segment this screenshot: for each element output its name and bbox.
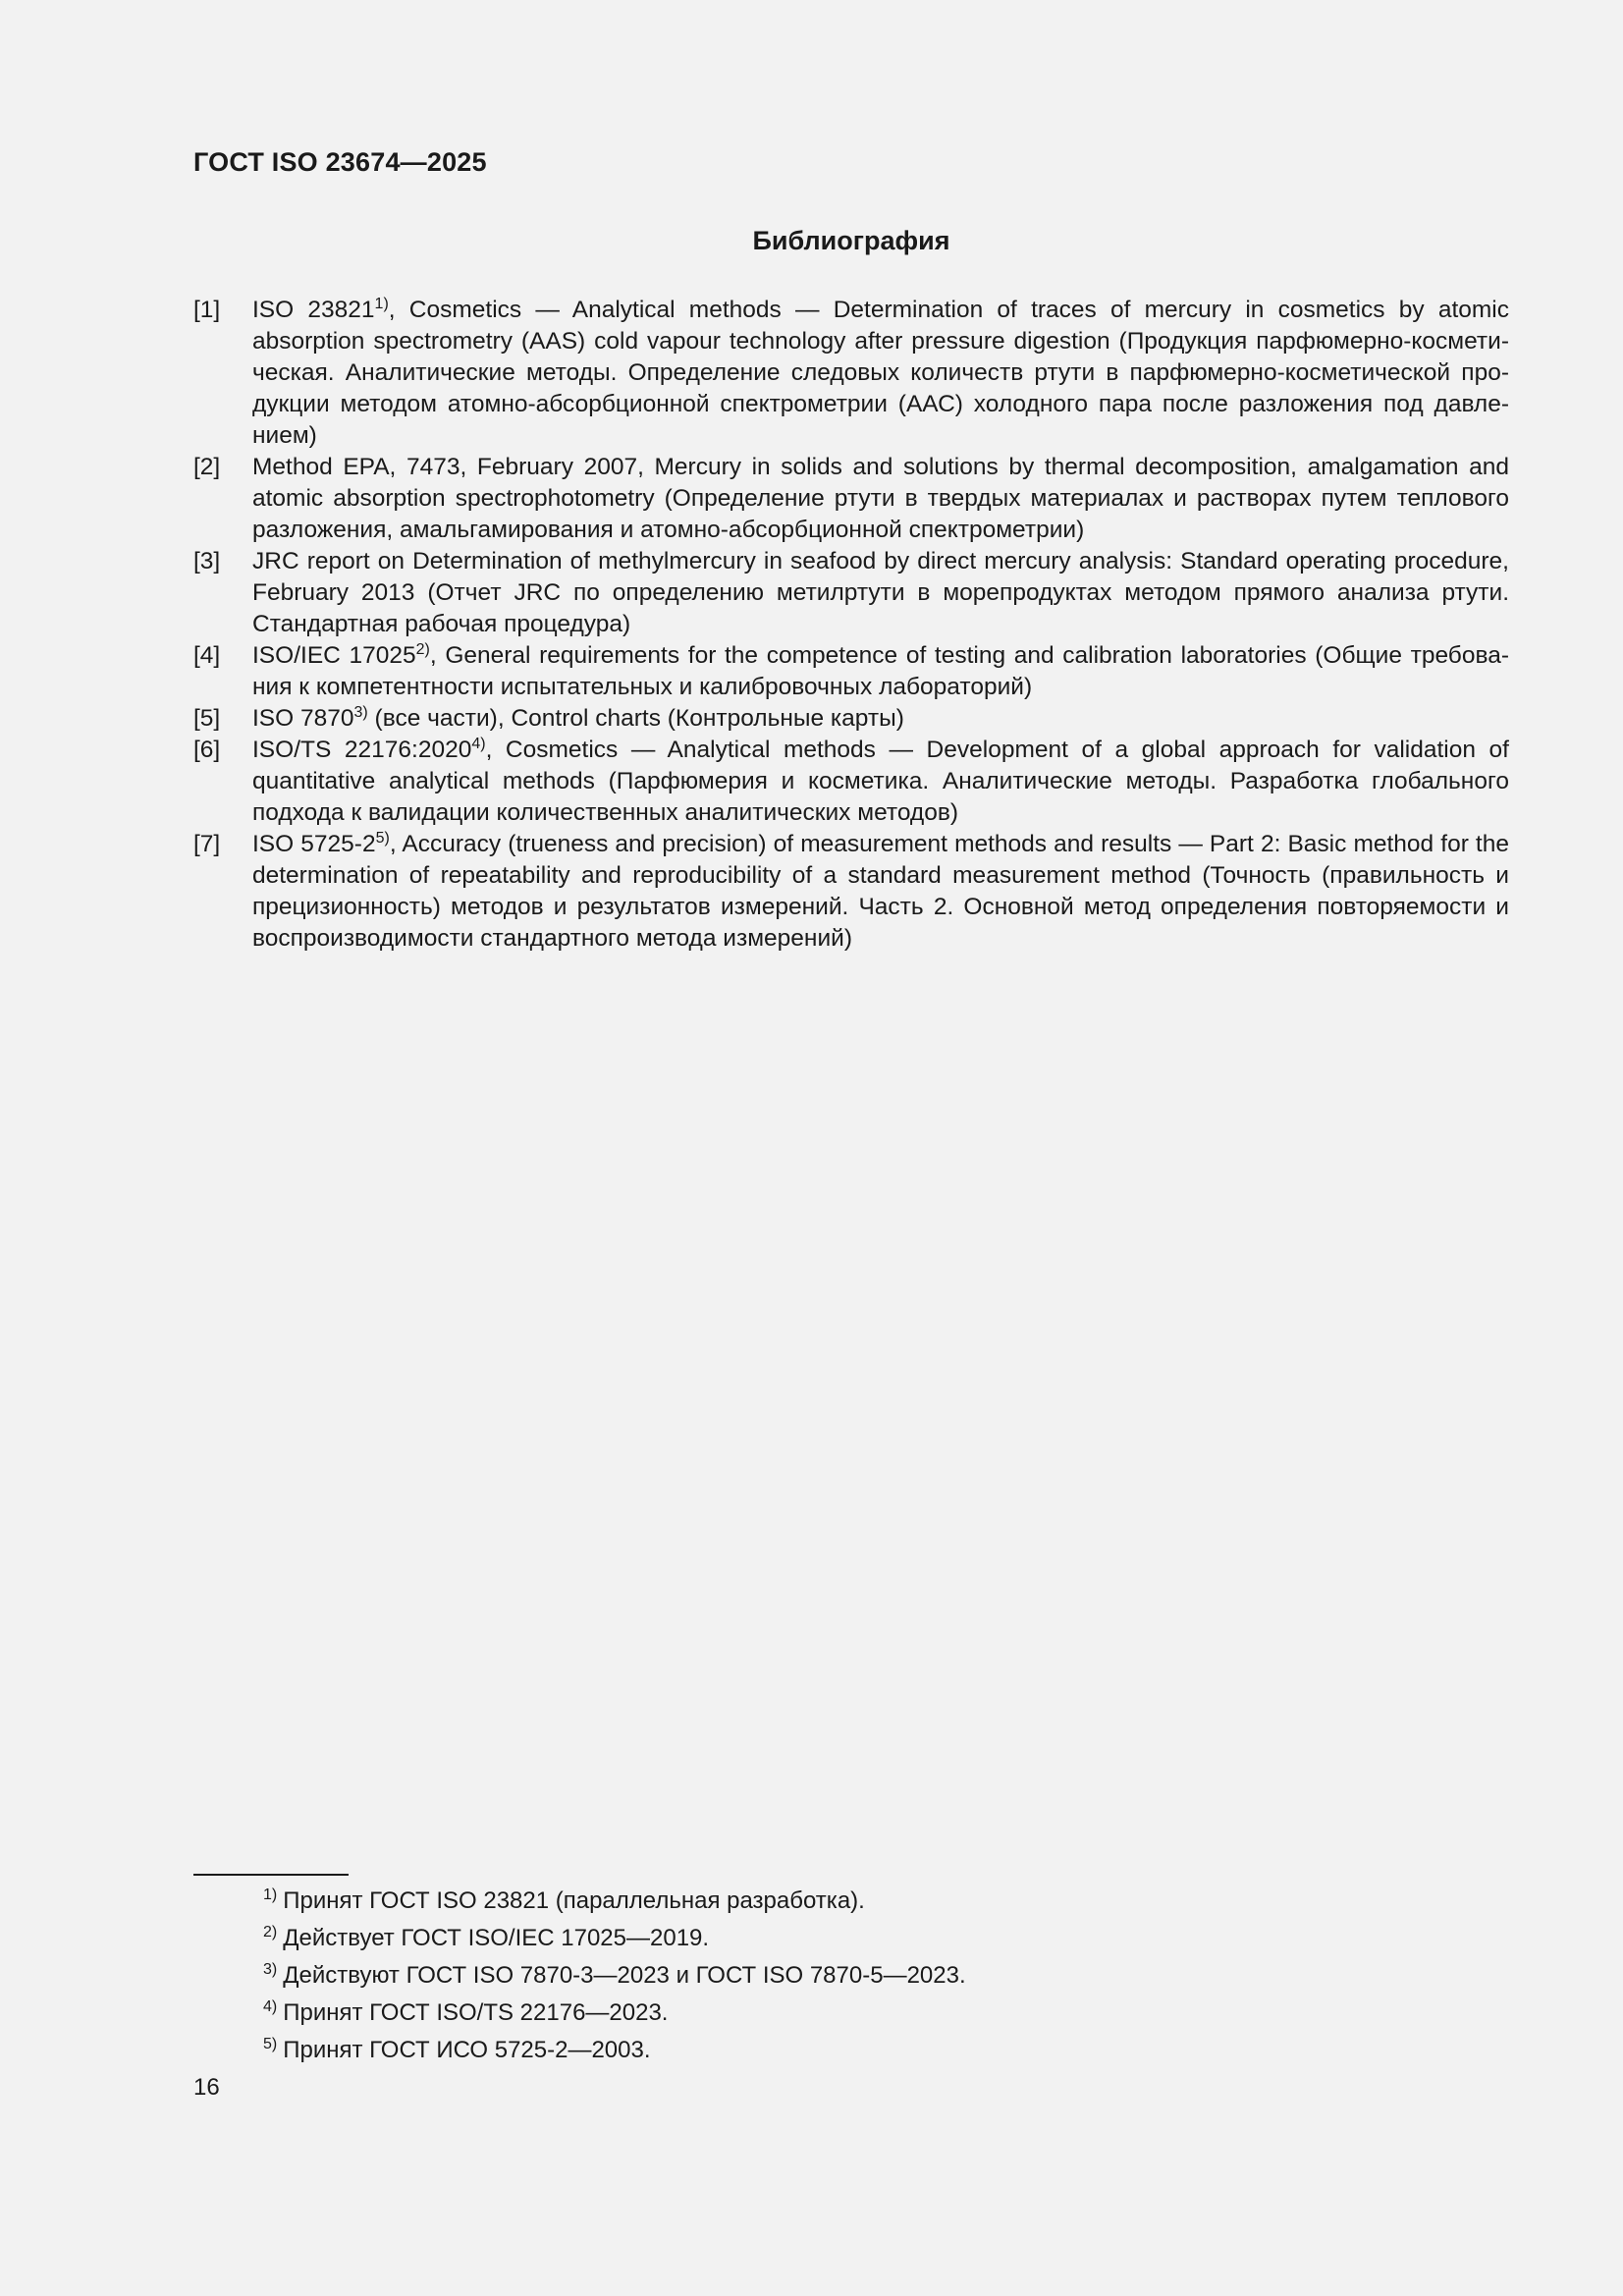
footnote-item <box>263 1957 966 1995</box>
footnote-text: Принят ГОСТ ISO/TS 22176—2023. <box>283 1999 669 2026</box>
footnote-text: Действует ГОСТ ISO/IEC 17025—2019. <box>283 1925 710 1951</box>
reference-text: ISO 5725-2$^{5)}$, Accuracy (trueness and precision) of measurement methods and results — Part 2: Basic method for the determination of repeatability and reproducibility of a standard measurement method (Точность (правильность и прецизионность) методов и результатов измерений. Часть 2. Основной метод определения повторяемости и воспроизводимости стандартного метода измерений) <box>252 829 1509 952</box>
reference-text: ISO/IEC 17025$^{2)}$, General requirements for the competence of testing and calibration laboratories (Общие требования к компетентности испытательных и калибровочных лабораторий) <box>252 640 1510 700</box>
footnote-ref: 4) <box>471 735 486 752</box>
document-header: ГОСТ ISO 23674—2025 <box>193 147 487 177</box>
reference-text: ISO 7870$^{3)}$ (все части), Control charts (Контрольные карты) <box>252 703 904 732</box>
footnote-mark: 1) <box>263 1886 278 1903</box>
page-number: 16 <box>193 2074 220 2101</box>
reference-item <box>193 829 1509 955</box>
footnote-mark: 5) <box>263 2036 278 2052</box>
footnote-item <box>263 2032 966 2069</box>
footnote-text: Действуют ГОСТ ISO 7870-3—2023 и ГОСТ ISO 7870-5—2023. <box>283 1962 966 1989</box>
footnote-mark: 2) <box>263 1924 278 1941</box>
footnote-ref: 5) <box>375 829 390 847</box>
reference-number: [3] <box>193 548 221 574</box>
reference-item <box>193 452 1509 546</box>
footnote-mark: 3) <box>263 1961 278 1978</box>
footnote-item <box>263 1920 966 1957</box>
footnote-text: Принят ГОСТ ИСО 5725-2—2003. <box>283 2037 651 2063</box>
reference-item <box>193 546 1509 640</box>
reference-item <box>193 735 1509 829</box>
reference-number: [6] <box>193 737 221 763</box>
footnote-item <box>263 1995 966 2032</box>
reference-text: Method EPA, 7473, February 2007, Mercury in solids and solutions by thermal decomposition, amalgamation and atomic absorption spectrophotometry (Определение ртути в твердых материалах и растворах путем теплового разложения, амальгамирования и атомно-абсорбционной спектрометрии) <box>252 454 1509 543</box>
footnote-ref: 1) <box>374 295 389 312</box>
reference-text: ISO 23821$^{1)}$, Cosmetics — Analytical methods — Determination of traces of mercury in cosmetics by atomic absorption spectrometry (AAS) cold vapour technology after pressure digestion (Продукция парфюмерно-косметическая. Аналитические методы. Определение следовых количеств ртути в парфюмерно-косметической продукции методом атомно-абсорбционной спектрометрии (ААС) холодного пара после разложения под давлением) <box>252 295 1509 449</box>
reference-number: [2] <box>193 454 221 480</box>
reference-number: [5] <box>193 705 221 732</box>
footnote-ref: 2) <box>415 640 430 658</box>
reference-text: ISO/TS 22176:2020$^{4)}$, Cosmetics — Analytical methods — Development of a global approach for validation of quantitative analytical methods (Парфюмерия и косметика. Аналитические методы. Разработка глобального подхода к валидации количественных аналитических методов) <box>252 735 1509 826</box>
footnote-text: Принят ГОСТ ISO 23821 (параллельная разработка). <box>283 1887 865 1914</box>
reference-text: JRC report on Determination of methylmercury in seafood by direct mercury analysis: Standard operating procedure, February 2013 (Отчет JRC по определению метилртути в морепродуктах методом прямого анализа ртути. Стандартная рабочая процедура) <box>252 548 1509 637</box>
section-title: Библиография <box>752 226 950 255</box>
reference-item <box>193 295 1509 452</box>
footnote-mark: 4) <box>263 1998 278 2015</box>
footnotes-list <box>263 1883 966 2069</box>
reference-number: [1] <box>193 297 221 323</box>
reference-item <box>193 640 1509 703</box>
footnote-item <box>263 1883 966 1920</box>
reference-number: [4] <box>193 642 221 669</box>
footnote-divider <box>193 1874 349 1876</box>
reference-number: [7] <box>193 831 221 857</box>
bibliography-list <box>193 295 1509 955</box>
reference-item <box>193 703 1509 735</box>
footnote-ref: 3) <box>353 703 368 721</box>
